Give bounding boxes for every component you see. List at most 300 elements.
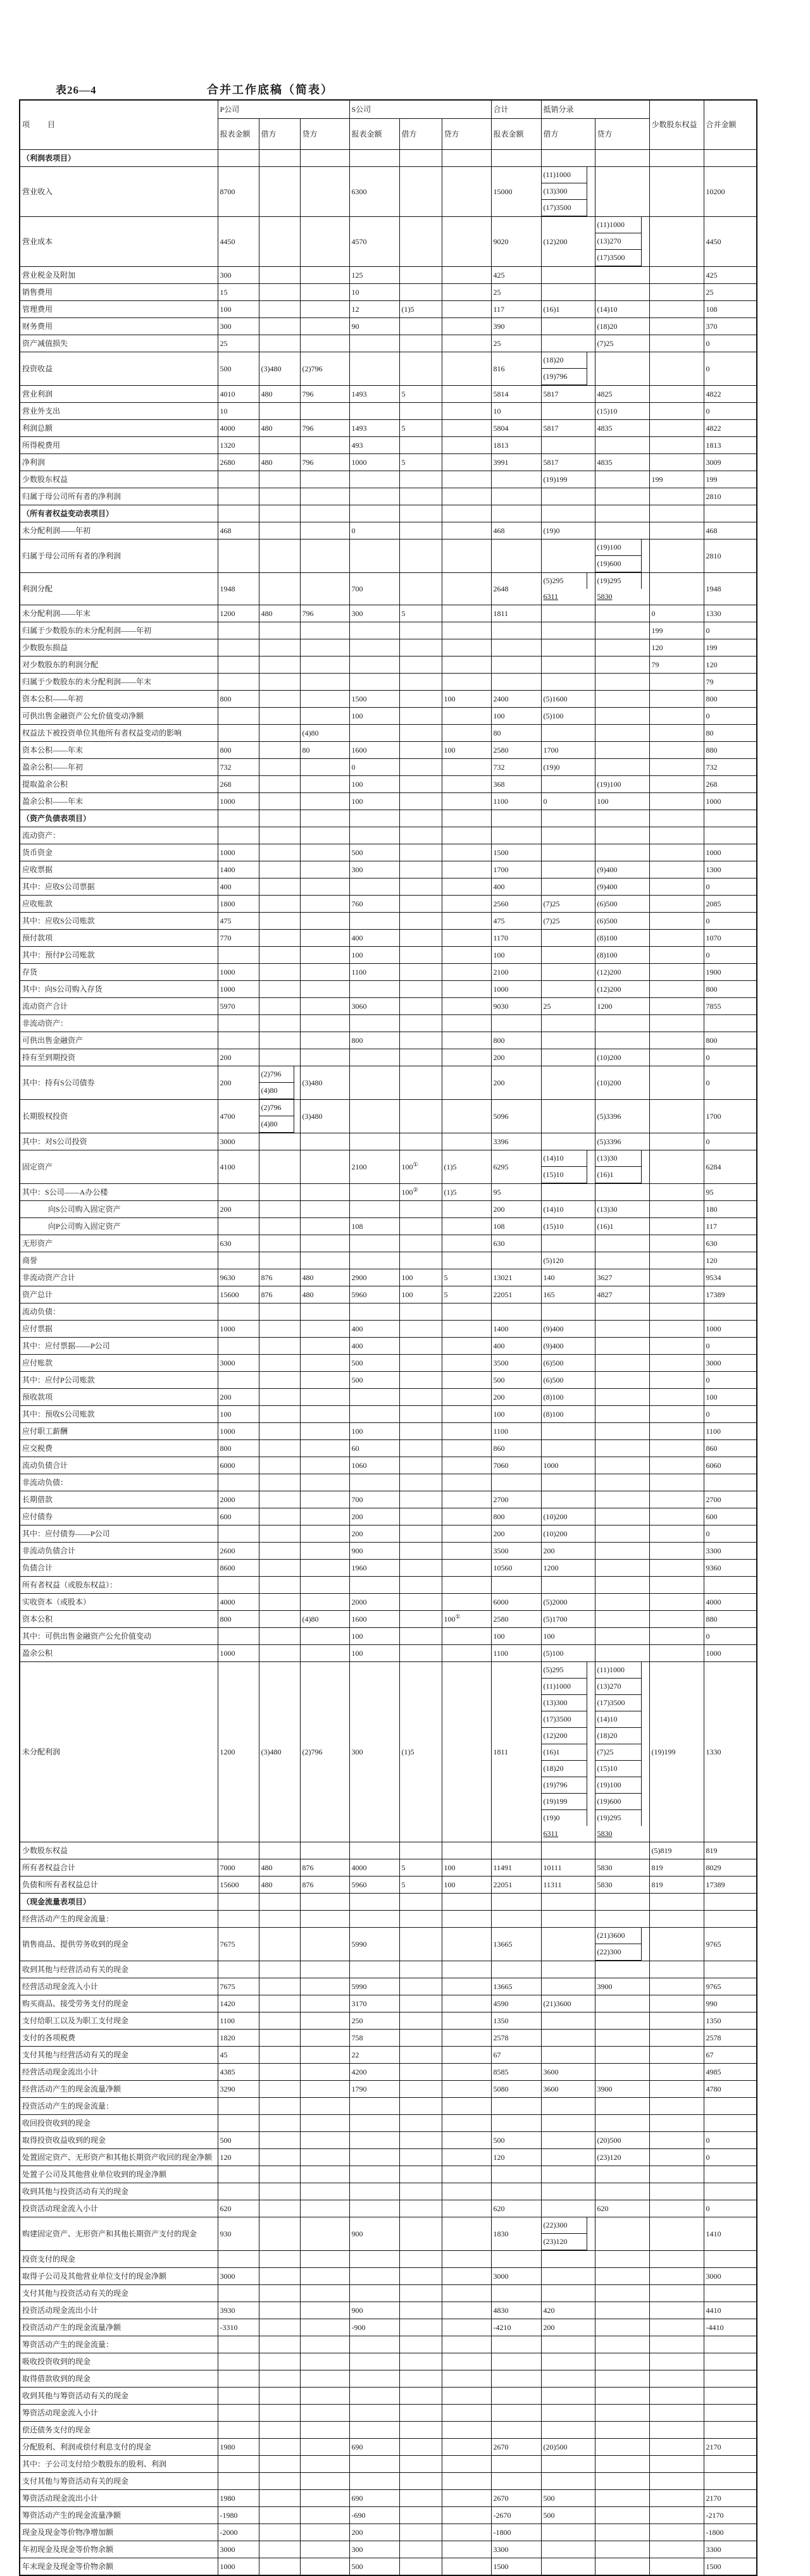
cell-p-credit: 796 xyxy=(300,420,349,437)
cell-s-debit: 5 xyxy=(399,1859,442,1877)
cell-total-report-amount: 732 xyxy=(491,759,541,776)
row-label: 投资活动产生的现金流量： xyxy=(20,2098,218,2115)
cell-s-debit xyxy=(399,776,442,793)
cell-p-report-amount: 3000 xyxy=(218,2268,259,2285)
cell-elim-debit xyxy=(541,844,595,861)
cell-p-credit xyxy=(300,539,349,573)
table-row xyxy=(20,2064,757,2081)
cell-elim-debit xyxy=(541,2200,595,2217)
row-label: 处置固定资产、无形资产和其他长期资产收回的现金净额 xyxy=(20,2149,218,2166)
cell-p-report-amount xyxy=(218,2251,259,2268)
cell-elim-credit: 5830 xyxy=(595,1859,649,1877)
table-row xyxy=(20,1440,757,1457)
cell-p-credit xyxy=(300,1338,349,1355)
table-row xyxy=(20,1911,757,1928)
cell-minority-interest xyxy=(649,301,704,318)
cell-s-debit xyxy=(399,1303,442,1321)
cell-s-credit xyxy=(442,2200,491,2217)
cell-minority-interest xyxy=(649,1577,704,1594)
cell-elim-debit xyxy=(541,335,595,352)
cell-s-debit: 5 xyxy=(399,605,442,622)
elim-entry: (13)270 xyxy=(595,1678,642,1695)
cell-s-debit xyxy=(399,1543,442,1560)
cell-total-report-amount: 10560 xyxy=(491,1560,541,1577)
cell-total-report-amount: 1500 xyxy=(491,844,541,861)
cell-p-credit xyxy=(300,2319,349,2336)
elim-entry: (2)796 xyxy=(259,1066,294,1083)
row-label: 可供出售金融资产 xyxy=(20,1032,218,1049)
cell-s-credit xyxy=(442,1961,491,1978)
table-row xyxy=(20,998,757,1015)
cell-s-credit xyxy=(442,878,491,896)
cell-s-report-amount: 400 xyxy=(349,1321,399,1338)
cell-minority-interest xyxy=(649,335,704,352)
cell-s-debit xyxy=(399,844,442,861)
cell-elim-debit xyxy=(541,1066,595,1100)
cell-s-debit xyxy=(399,1842,442,1859)
cell-p-credit xyxy=(300,2217,349,2251)
cell-p-credit: 876 xyxy=(300,1877,349,1894)
cell-elim-credit: (16)1 xyxy=(595,1218,649,1235)
cell-p-credit xyxy=(300,1303,349,1321)
cell-s-credit xyxy=(442,1252,491,1269)
cell-consolidated-amount: 17389 xyxy=(704,1877,757,1894)
cell-s-credit xyxy=(442,1423,491,1440)
table-row xyxy=(20,1133,757,1150)
cell-minority-interest xyxy=(649,1508,704,1525)
cell-elim-credit: 3627 xyxy=(595,1269,649,1286)
cell-elim-debit xyxy=(541,1184,595,1201)
cell-total-report-amount: 6295 xyxy=(491,1150,541,1184)
cell-total-report-amount: 2670 xyxy=(491,2490,541,2507)
cell-p-debit xyxy=(259,759,300,776)
cell-elim-credit xyxy=(595,2302,649,2319)
row-label: 未分配利润 xyxy=(20,1662,218,1842)
cell-minority-interest xyxy=(649,2490,704,2507)
row-label: 应付账款 xyxy=(20,1355,218,1372)
cell-p-credit xyxy=(300,1440,349,1457)
cell-p-report-amount: 1000 xyxy=(218,2558,259,2576)
elim-entry: (13)30 xyxy=(595,1150,642,1168)
cell-p-credit xyxy=(300,2268,349,2285)
cell-minority-interest xyxy=(649,1269,704,1286)
cell-s-debit xyxy=(399,861,442,878)
cell-minority-interest xyxy=(649,1611,704,1628)
cell-consolidated-amount xyxy=(704,2115,757,2132)
row-label: 分配股利、利润或偿付利息支付的现金 xyxy=(20,2439,218,2456)
cell-elim-debit: 100 xyxy=(541,1628,595,1645)
table-row xyxy=(20,1628,757,1645)
cell-p-debit xyxy=(259,2030,300,2047)
cell-consolidated-amount xyxy=(704,2183,757,2200)
cell-elim-debit xyxy=(541,352,595,386)
table-row xyxy=(20,2200,757,2217)
row-label: 收到其他与筹资活动有关的现金 xyxy=(20,2388,218,2405)
cell-elim-credit xyxy=(595,1995,649,2012)
cell-total-report-amount: 1100 xyxy=(491,1423,541,1440)
table-row xyxy=(20,2524,757,2541)
cell-total-report-amount: 1700 xyxy=(491,861,541,878)
cell-s-credit xyxy=(442,725,491,742)
cell-total-report-amount xyxy=(491,488,541,505)
cell-s-report-amount: 300 xyxy=(349,1662,399,1842)
cell-p-report-amount xyxy=(218,2388,259,2405)
cell-s-report-amount: 0 xyxy=(349,759,399,776)
cell-total-report-amount xyxy=(491,2353,541,2370)
cell-consolidated-amount: 3300 xyxy=(704,1543,757,1560)
cell-minority-interest xyxy=(649,1235,704,1252)
cell-minority-interest xyxy=(649,674,704,691)
cell-s-report-amount xyxy=(349,878,399,896)
cell-p-credit xyxy=(300,267,349,284)
table-row xyxy=(20,793,757,810)
cell-elim-credit xyxy=(595,2370,649,2388)
cell-p-credit xyxy=(300,1645,349,1662)
cell-minority-interest: 819 xyxy=(649,1877,704,1894)
cell-total-report-amount xyxy=(491,471,541,488)
cell-p-credit xyxy=(300,1015,349,1032)
cell-p-credit xyxy=(300,217,349,267)
cell-total-report-amount: 1350 xyxy=(491,2012,541,2030)
cell-s-debit xyxy=(399,1235,442,1252)
cell-total-report-amount: 1830 xyxy=(491,2217,541,2251)
cell-minority-interest xyxy=(649,2507,704,2524)
row-label: 购建固定资产、无形资产和其他长期资产支付的现金 xyxy=(20,2217,218,2251)
elim-entry: (11)1000 xyxy=(595,1662,642,1679)
cell-p-credit xyxy=(300,1184,349,1201)
table-row xyxy=(20,386,757,403)
cell-p-report-amount: 1000 xyxy=(218,964,259,981)
table-row xyxy=(20,896,757,913)
cell-elim-credit xyxy=(595,284,649,301)
cell-s-debit xyxy=(399,2405,442,2422)
cell-elim-credit xyxy=(595,1423,649,1440)
table-row xyxy=(20,1842,757,1859)
table-row xyxy=(20,2507,757,2524)
cell-p-credit xyxy=(300,522,349,539)
cell-s-debit xyxy=(399,1611,442,1628)
row-label: 固定资产 xyxy=(20,1150,218,1184)
cell-s-report-amount xyxy=(349,2405,399,2422)
cell-s-credit: 100① xyxy=(442,1611,491,1628)
cell-s-debit xyxy=(399,1372,442,1389)
cell-total-report-amount xyxy=(491,2473,541,2490)
cell-s-report-amount: 4200 xyxy=(349,2064,399,2081)
cell-elim-credit xyxy=(595,1457,649,1474)
elim-entry: (4)80 xyxy=(259,1082,294,1099)
cell-total-report-amount: 9020 xyxy=(491,217,541,267)
cell-elim-debit: (5)2000 xyxy=(541,1594,595,1611)
cell-p-debit xyxy=(259,1150,300,1184)
row-label: 其中：子公司支付给少数股东的股利、利润 xyxy=(20,2456,218,2473)
cell-total-report-amount: 5096 xyxy=(491,1100,541,1133)
cell-consolidated-amount xyxy=(704,2353,757,2370)
cell-consolidated-amount: 1500 xyxy=(704,2558,757,2576)
cell-elim-credit xyxy=(595,2558,649,2576)
cell-elim-debit xyxy=(541,810,595,827)
cell-p-credit xyxy=(300,1049,349,1066)
cell-elim-credit xyxy=(595,2319,649,2336)
cell-p-report-amount: 7675 xyxy=(218,1928,259,1961)
cell-elim-debit xyxy=(541,2456,595,2473)
row-label: 其中：应付债券——P公司 xyxy=(20,1525,218,1543)
cell-s-report-amount: 90 xyxy=(349,318,399,335)
cell-minority-interest xyxy=(649,2319,704,2336)
cell-total-report-amount: 22051 xyxy=(491,1286,541,1303)
cell-minority-interest xyxy=(649,793,704,810)
cell-p-credit: 480 xyxy=(300,1286,349,1303)
cell-consolidated-amount: 990 xyxy=(704,1995,757,2012)
elim-entry: (18)20 xyxy=(595,1727,642,1744)
row-label: 负债合计 xyxy=(20,1560,218,1577)
cell-minority-interest xyxy=(649,2183,704,2200)
cell-s-credit xyxy=(442,352,491,386)
cell-p-report-amount: 468 xyxy=(218,522,259,539)
cell-s-debit xyxy=(399,1338,442,1355)
cell-p-debit xyxy=(259,1015,300,1032)
cell-consolidated-amount xyxy=(704,2098,757,2115)
cell-elim-credit xyxy=(595,471,649,488)
row-label: 处置子公司及其他营业单位收到的现金净额 xyxy=(20,2166,218,2183)
cell-s-report-amount: 2000 xyxy=(349,1594,399,1611)
cell-elim-debit: (9)400 xyxy=(541,1338,595,1355)
cell-p-report-amount xyxy=(218,505,259,522)
cell-s-debit xyxy=(399,2319,442,2336)
cell-s-credit xyxy=(442,2030,491,2047)
cell-p-debit xyxy=(259,2405,300,2422)
cell-s-report-amount xyxy=(349,2353,399,2370)
cell-consolidated-amount: 2170 xyxy=(704,2490,757,2507)
cell-elim-credit: (12)200 xyxy=(595,981,649,998)
cell-elim-credit xyxy=(595,2388,649,2405)
cell-s-report-amount: 690 xyxy=(349,2490,399,2507)
cell-elim-debit: 1700 xyxy=(541,742,595,759)
cell-p-debit: 876 xyxy=(259,1269,300,1286)
table-row xyxy=(20,947,757,964)
cell-p-debit xyxy=(259,267,300,284)
cell-s-report-amount: 125 xyxy=(349,267,399,284)
cell-elim-credit xyxy=(595,1594,649,1611)
cell-elim-debit xyxy=(541,1911,595,1928)
cell-s-credit xyxy=(442,964,491,981)
cell-total-report-amount xyxy=(491,2388,541,2405)
cell-elim-debit xyxy=(541,1303,595,1321)
cell-elim-debit: 165 xyxy=(541,1286,595,1303)
cell-minority-interest xyxy=(649,454,704,471)
cell-s-debit: 100① xyxy=(399,1150,442,1184)
cell-elim-debit xyxy=(541,2422,595,2439)
row-label: （现金流量表项目） xyxy=(20,1894,218,1911)
cell-minority-interest xyxy=(649,420,704,437)
cell-elim-credit xyxy=(595,1508,649,1525)
cell-elim-debit: (7)25 xyxy=(541,913,595,930)
cell-s-debit xyxy=(399,505,442,522)
row-label: 偿还债务支付的现金 xyxy=(20,2422,218,2439)
cell-s-debit xyxy=(399,1015,442,1032)
row-label: 归属于母公司所有者的净利润 xyxy=(20,488,218,505)
cell-p-debit xyxy=(259,437,300,454)
cell-p-credit xyxy=(300,1406,349,1423)
cell-p-credit xyxy=(300,167,349,217)
cell-elim-credit: (19)100 xyxy=(595,776,649,793)
cell-s-credit xyxy=(442,1995,491,2012)
row-label: 未分配利润——年末 xyxy=(20,605,218,622)
cell-s-report-amount: 200 xyxy=(349,1525,399,1543)
cell-elim-credit xyxy=(595,1355,649,1372)
row-label: 筹资活动产生的现金流量： xyxy=(20,2336,218,2353)
table-row xyxy=(20,1491,757,1508)
row-label: 投资活动产生的现金流量净额 xyxy=(20,2319,218,2336)
cell-elim-credit: (14)10 xyxy=(595,301,649,318)
cell-s-credit xyxy=(442,2524,491,2541)
cell-elim-debit xyxy=(541,2115,595,2132)
cell-elim-credit xyxy=(595,522,649,539)
cell-minority-interest xyxy=(649,2132,704,2149)
cell-consolidated-amount: 800 xyxy=(704,981,757,998)
cell-p-report-amount: 1000 xyxy=(218,793,259,810)
cell-consolidated-amount: 0 xyxy=(704,1406,757,1423)
cell-total-report-amount: 9030 xyxy=(491,998,541,1015)
cell-p-report-amount: 300 xyxy=(218,318,259,335)
cell-p-debit xyxy=(259,2064,300,2081)
cell-s-report-amount xyxy=(349,539,399,573)
table-row xyxy=(20,2217,757,2251)
cell-p-report-amount: 1000 xyxy=(218,1423,259,1440)
cell-minority-interest xyxy=(649,1995,704,2012)
cell-s-report-amount xyxy=(349,2098,399,2115)
cell-elim-debit: (6)500 xyxy=(541,1355,595,1372)
cell-p-credit xyxy=(300,2422,349,2439)
table-row xyxy=(20,2183,757,2200)
table-row xyxy=(20,639,757,656)
cell-p-debit xyxy=(259,2370,300,2388)
cell-elim-credit xyxy=(595,1543,649,1560)
row-label: 其中：应收S公司票据 xyxy=(20,878,218,896)
cell-p-debit: 480 xyxy=(259,1859,300,1877)
cell-total-report-amount: 3991 xyxy=(491,454,541,471)
cell-p-debit xyxy=(259,981,300,998)
cell-minority-interest xyxy=(649,930,704,947)
cell-s-report-amount: 690 xyxy=(349,2439,399,2456)
cell-s-debit xyxy=(399,1355,442,1372)
cell-consolidated-amount: 199 xyxy=(704,639,757,656)
cell-p-report-amount xyxy=(218,2370,259,2388)
cell-s-report-amount: 900 xyxy=(349,2217,399,2251)
cell-minority-interest xyxy=(649,1372,704,1389)
elim-entry: (5)295 xyxy=(542,573,587,590)
cell-minority-interest xyxy=(649,2115,704,2132)
cell-s-debit xyxy=(399,930,442,947)
cell-p-debit xyxy=(259,167,300,217)
cell-p-report-amount xyxy=(218,622,259,639)
row-label: 归属于母公司所有者的净利润 xyxy=(20,539,218,573)
cell-s-credit xyxy=(442,318,491,335)
cell-s-credit xyxy=(442,471,491,488)
cell-s-credit xyxy=(442,1662,491,1842)
cell-elim-credit: (20)500 xyxy=(595,2132,649,2149)
cell-s-report-amount: 5990 xyxy=(349,1928,399,1961)
elim-entry: (17)3500 xyxy=(542,1711,587,1728)
cell-p-credit xyxy=(300,1995,349,2012)
cell-s-debit xyxy=(399,2098,442,2115)
cell-s-credit xyxy=(442,2507,491,2524)
cell-s-debit xyxy=(399,2336,442,2353)
subheader-s-credit: 贷方 xyxy=(442,119,491,150)
row-label: 营业外支出 xyxy=(20,403,218,420)
cell-s-debit xyxy=(399,1645,442,1662)
cell-minority-interest xyxy=(649,2030,704,2047)
cell-s-debit xyxy=(399,1049,442,1066)
elim-entry: (19)199 xyxy=(542,1793,587,1810)
cell-consolidated-amount xyxy=(704,2251,757,2268)
cell-s-credit xyxy=(442,573,491,605)
cell-p-debit xyxy=(259,861,300,878)
cell-minority-interest xyxy=(649,318,704,335)
cell-s-credit xyxy=(442,2558,491,2576)
cell-minority-interest xyxy=(649,403,704,420)
cell-s-debit xyxy=(399,1201,442,1218)
cell-elim-debit xyxy=(541,1150,595,1184)
table-row xyxy=(20,488,757,505)
cell-elim-credit xyxy=(595,1252,649,1269)
cell-p-report-amount xyxy=(218,150,259,167)
cell-s-debit xyxy=(399,1894,442,1911)
cell-elim-credit: (18)20 xyxy=(595,318,649,335)
cell-p-credit: (2)796 xyxy=(300,352,349,386)
cell-consolidated-amount: 370 xyxy=(704,318,757,335)
cell-minority-interest xyxy=(649,2439,704,2456)
cell-elim-credit xyxy=(595,1303,649,1321)
cell-p-credit xyxy=(300,691,349,708)
cell-minority-interest xyxy=(649,725,704,742)
row-label: 实收资本（或股本） xyxy=(20,1594,218,1611)
cell-s-credit xyxy=(442,1440,491,1457)
cell-elim-debit xyxy=(541,318,595,335)
cell-elim-credit: 100 xyxy=(595,793,649,810)
cell-total-report-amount xyxy=(491,827,541,844)
elim-entry: (11)1000 xyxy=(542,167,587,184)
cell-elim-credit xyxy=(595,1611,649,1628)
cell-minority-interest xyxy=(649,1543,704,1560)
table-row xyxy=(20,1877,757,1894)
cell-elim-debit: (8)100 xyxy=(541,1406,595,1423)
cell-s-credit xyxy=(442,2166,491,2183)
cell-elim-credit xyxy=(595,2012,649,2030)
cell-total-report-amount xyxy=(491,150,541,167)
cell-consolidated-amount: 819 xyxy=(704,1842,757,1859)
cell-s-report-amount: 500 xyxy=(349,1355,399,1372)
row-label: 非流动资产： xyxy=(20,1015,218,1032)
cell-s-report-amount: 1060 xyxy=(349,1457,399,1474)
cell-p-debit xyxy=(259,2388,300,2405)
cell-elim-debit xyxy=(541,167,595,217)
cell-s-credit xyxy=(442,454,491,471)
cell-s-credit xyxy=(442,2541,491,2558)
cell-elim-credit: (5)3396 xyxy=(595,1100,649,1133)
cell-total-report-amount xyxy=(491,1474,541,1491)
cell-s-credit: 100 xyxy=(442,1859,491,1877)
cell-s-debit xyxy=(399,1389,442,1406)
cell-s-report-amount: 6300 xyxy=(349,167,399,217)
cell-p-debit xyxy=(259,2558,300,2576)
cell-elim-debit xyxy=(541,267,595,284)
row-label: 非流动资产合计 xyxy=(20,1269,218,1286)
cell-minority-interest xyxy=(649,573,704,605)
table-row xyxy=(20,284,757,301)
cell-elim-debit xyxy=(541,622,595,639)
cell-s-debit xyxy=(399,1491,442,1508)
cell-p-credit xyxy=(300,1355,349,1372)
